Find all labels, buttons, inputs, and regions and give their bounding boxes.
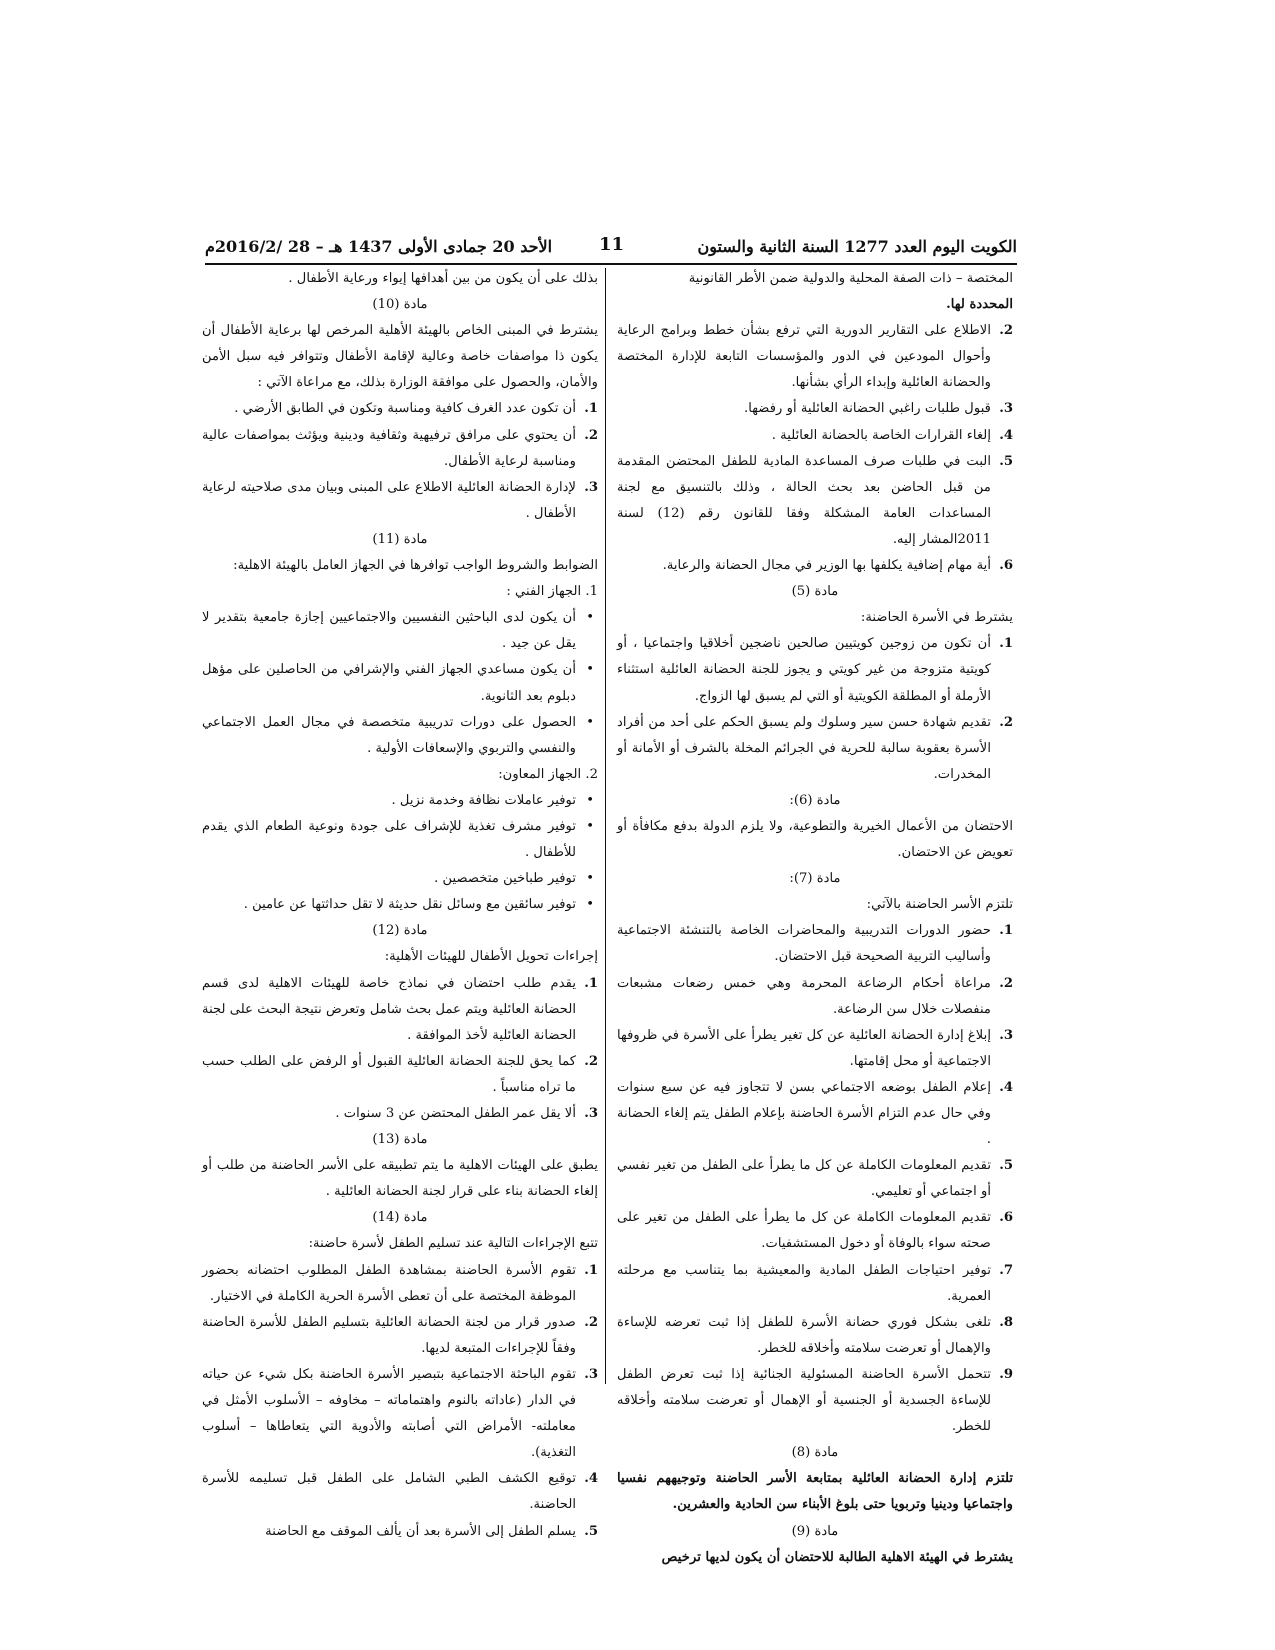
list-item — [617, 1205, 1013, 1257]
item-text: ألا يقل عمر الطفل المحتضن عن 3 سنوات . — [335, 1106, 576, 1121]
list-item — [617, 553, 1013, 579]
article-heading: مادة (8) — [791, 1445, 839, 1461]
item-number: 3. — [999, 401, 1013, 417]
item-number: 4. — [999, 1079, 1013, 1095]
item-text: يسلم الطفل إلى الأسرة بعد أن يألف الموقف مع الحاضنة — [265, 1523, 576, 1539]
item-text: أن تكون من زوجين كويتيين صالحين ناضجين أخلاقيا واجتماعيا ، أو كويتية متزوجة من غير كويتي و يجوز للجنة الحضانة العائلية استثناء الأرملة أو المطلقة الكويتية أو التي لم يسبق لها الزواج. — [617, 636, 991, 704]
article-heading: مادة (11) — [372, 531, 428, 547]
item-text: تقديم شهادة حسن سير وسلوك ولم يسبق الحكم على أحد من أفراد الأسرة بعقوبة سالبة للحرية في الجرائم المخلة بالشرف أو الأمانة أو المخدرات. — [617, 714, 991, 782]
sub-heading: 2. الجهاز المعاون: — [498, 766, 598, 782]
left-column — [202, 266, 598, 1539]
list-item — [202, 396, 598, 422]
list-item — [202, 475, 598, 527]
list-item — [617, 1258, 1013, 1310]
item-number: 5. — [999, 453, 1013, 469]
item-number: 9. — [999, 1366, 1013, 1382]
item-text: مراعاة أحكام الرضاعة المحرمة وهي خمس رضعات مشبعات منفصلات خلال سن الرضاعة. — [617, 975, 991, 1017]
list-item — [202, 423, 598, 475]
article-heading: مادة (10) — [372, 297, 428, 313]
item-text: تقوم الأسرة الحاضنة بمشاهدة الطفل المطلوب احتضانه بحضور الموظفة المختصة على أن تعطى الأسرة الحرية الكاملة في الاختيار. — [202, 1262, 576, 1304]
list-item — [617, 1362, 1013, 1440]
bullet-text: توفير طباخين متخصصين . — [434, 871, 576, 887]
text-line: المحددة لها. — [946, 297, 1013, 313]
bullet-item — [202, 892, 598, 918]
item-number: 5. — [584, 1523, 598, 1539]
list-item — [617, 631, 1013, 709]
bullet-item — [202, 657, 598, 709]
item-number: 4. — [584, 1471, 598, 1487]
item-number: 6. — [999, 558, 1013, 574]
item-number: 2. — [999, 714, 1013, 730]
item-number: 2. — [584, 1053, 598, 1069]
article-intro: تتبع الإجراءات التالية عند تسليم الطفل لأسرة حاضنة: — [308, 1236, 598, 1252]
header-publication-info: الكويت اليوم العدد 1277 السنة الثانية والستون — [697, 237, 1017, 256]
list-item — [202, 971, 598, 1049]
item-number: 6. — [999, 1210, 1013, 1226]
header-rule — [205, 263, 1017, 265]
bullet-icon: • — [586, 610, 594, 626]
article-heading: مادة (13) — [372, 1132, 428, 1148]
list-item — [202, 1049, 598, 1101]
bullet-icon: • — [586, 792, 594, 808]
item-number: 2. — [584, 427, 598, 443]
item-text: إلغاء القرارات الخاصة بالحضانة العائلية . — [771, 427, 991, 443]
item-text: تقديم المعلومات الكاملة عن كل ما يطرأ على الطفل من تغير على صحته سواء بالوفاة أو دخول المستشفيات. — [617, 1210, 991, 1252]
item-text: تقوم الباحثة الاجتماعية بتبصير الأسرة الحاضنة بكل شيء عن حياته في الدار (عاداته بالنوم واهتماماته – مخاوفه – الأسلوب الأمثل في معاملته- الأمراض التي أصابته والأدوية التي يتعاطاها – أسلوب التغذية). — [202, 1366, 576, 1461]
item-text: يقدم طلب احتضان في نماذج خاصة للهيئات الاهلية لدى قسم الحضانة العائلية ويتم عمل بحث شامل وتعرض نتيجة البحث على لجنة الحضانة العائلية لأخذ الموافقة . — [202, 975, 576, 1043]
list-item — [617, 1310, 1013, 1362]
list-item — [617, 918, 1013, 970]
bullet-item — [202, 605, 598, 657]
item-number: 1. — [584, 1262, 598, 1278]
list-item — [617, 423, 1013, 449]
article-intro: الضوابط والشروط الواجب توافرها في الجهاز العامل بالهيئة الاهلية: — [233, 558, 598, 574]
bullet-item — [202, 710, 598, 762]
item-text: تقديم المعلومات الكاملة عن كل ما يطرأ على الطفل من تغير نفسي أو اجتماعي أو تعليمي. — [617, 1158, 991, 1200]
article-intro: تلتزم الأسر الحاضنة بالآتي: — [866, 897, 1013, 913]
item-number: 1. — [999, 636, 1013, 652]
item-number: 3. — [999, 1027, 1013, 1043]
article-heading: مادة (12) — [372, 923, 428, 939]
list-item — [202, 1101, 598, 1127]
item-number: 8. — [999, 1314, 1013, 1330]
item-text: قبول طلبات راغبي الحضانة العائلية أو رفضها. — [744, 401, 991, 417]
item-text: توقيع الكشف الطبي الشامل على الطفل قبل تسليمه للأسرة الحاضنة. — [202, 1471, 576, 1513]
item-text: كما يحق للجنة الحضانة العائلية القبول أو الرفض على الطلب حسب ما تراه مناسباً . — [202, 1053, 576, 1095]
bullet-text: توفير مشرف تغذية للإشراف على جودة ونوعية الطعام الذي يقدم للأطفال . — [202, 818, 576, 861]
bullet-icon: • — [586, 662, 594, 678]
article-heading: مادة (6): — [789, 792, 841, 808]
item-text: أن يحتوي على مرافق ترفيهية وثقافية ودينية ويؤثث بمواصفات عالية ومناسبة لرعاية الأطفال. — [202, 427, 576, 469]
article-text: يطبق على الهيئات الاهلية ما يتم تطبيقه على الأسر الحاضنة من طلب أو إلغاء الحضانة بناء على قرار لجنة الحضانة العائلية . — [202, 1158, 598, 1200]
bullet-item — [202, 788, 598, 814]
item-number: 3. — [584, 1106, 598, 1121]
item-text: لإدارة الحضانة العائلية الاطلاع على المبنى وبيان مدى صلاحيته لرعاية الأطفال . — [202, 479, 576, 521]
article-intro: إجراءات تحويل الأطفال للهيئات الأهلية: — [384, 949, 598, 965]
item-number: 1. — [584, 401, 598, 417]
list-item — [617, 710, 1013, 788]
list-item — [617, 318, 1013, 396]
item-text: تلغى بشكل فوري حضانة الأسرة للطفل إذا ثبت تعرضه للإساءة والإهمال أو تعرضت سلامته وأخلاقه للخطر. — [617, 1314, 991, 1356]
bullet-icon: • — [586, 871, 594, 887]
article-heading: مادة (14) — [372, 1210, 428, 1226]
item-number: 1. — [999, 923, 1013, 939]
text-line: المختصة – ذات الصفة المحلية والدولية ضمن الأطر القانونية — [688, 271, 1013, 286]
item-text: البت في طلبات صرف المساعدة المادية للطفل المحتضن المقدمة من قبل الحاضن بعد بحث الحالة ، وذلك بالتنسيق مع لجنة المساعدات العامة المشكلة وفقا للقانون رقم (12) لسنة 2011المشار إليه. — [617, 453, 992, 547]
bullet-text: أن يكون لدى الباحثين النفسيين والاجتماعيين إجازة جامعية بتقدير لا يقل عن جيد . — [202, 610, 576, 652]
bullet-icon: • — [586, 714, 594, 730]
item-number: 4. — [999, 427, 1013, 443]
item-number: 2. — [584, 1314, 598, 1330]
list-item — [617, 1153, 1013, 1205]
list-item — [202, 1310, 598, 1362]
bullet-item — [202, 814, 598, 866]
article-intro: يشترط في المبنى الخاص بالهيئة الأهلية المرخص لها برعاية الأطفال أن يكون ذا مواصفات خاصة وعالية لإقامة الأطفال وتتوافر فيه سبل الأمن والأمان، والحصول على موافقة الوزارة بذلك، مع مراعاة الآتي : — [202, 323, 598, 391]
item-text: الاطلاع على التقارير الدورية التي ترفع بشأن خطط وبرامج الرعاية وأحوال المودعين في الدور والمؤسسات التابعة للإدارة المختصة والحضانة العائلية وإبداء الرأي بشأنها. — [617, 323, 991, 391]
article-text: الاحتضان من الأعمال الخيرية والتطوعية، ولا يلزم الدولة بدفع مكافأة أو تعويض عن الاحتضان. — [617, 818, 1013, 861]
item-number: 3. — [584, 1366, 598, 1382]
item-number: 3. — [584, 479, 598, 495]
article-text: يشترط في الهيئة الاهلية الطالبة للاحتضان أن يكون لديها ترخيص — [661, 1549, 1013, 1565]
right-column — [617, 266, 1013, 1565]
bullet-item — [202, 866, 598, 892]
bullet-icon: • — [586, 897, 594, 913]
column-divider — [605, 268, 606, 1384]
item-text: حضور الدورات التدريبية والمحاضرات الخاصة بالتنشئة الاجتماعية وأساليب التربية الصحيحة قبل الاحتضان. — [617, 923, 991, 965]
bullet-text: أن يكون مساعدي الجهاز الفني والإشرافي من الحاصلين على مؤهل دبلوم بعد الثانوية. — [202, 662, 576, 704]
page-header — [205, 230, 1017, 264]
item-text: أن تكون عدد الغرف كافية ومناسبة وتكون في الطابق الأرضي . — [234, 401, 576, 417]
article-heading: مادة (7): — [789, 871, 841, 887]
bullet-icon: • — [586, 818, 594, 834]
header-date: الأحد 20 جمادى الأولى 1437 هـ – 28 /2016/2م — [205, 237, 553, 256]
article-intro: يشترط في الأسرة الحاضنة: — [860, 610, 1013, 626]
item-text: توفير احتياجات الطفل المادية والمعيشية بما يتناسب مع مرحلته العمرية. — [617, 1262, 991, 1304]
list-item — [617, 1075, 1013, 1153]
list-item — [617, 396, 1013, 422]
article-text: تلتزم إدارة الحضانة العائلية بمتابعة الأسر الحاضنة وتوجيههم نفسيا واجتماعيا ودينيا وتربويا حتى بلوغ الأبناء سن الحادية والعشرين. — [617, 1471, 1013, 1513]
item-number: 2. — [999, 323, 1013, 339]
item-number: 2. — [999, 975, 1013, 991]
bullet-text: توفير عاملات نظافة وخدمة نزيل . — [391, 792, 576, 808]
bullet-text: الحصول على دورات تدريبية متخصصة في مجال العمل الاجتماعي والنفسي والتربوي والإسعافات الأولية . — [202, 714, 576, 756]
item-text: أية مهام إضافية يكلفها بها الوزير في مجال الحضانة والرعاية. — [662, 558, 991, 574]
item-text: تتحمل الأسرة الحاضنة المسئولية الجنائية إذا ثبت تعرض الطفل للإساءة الجسدية أو الجنسية أو الإهمال أو تعرضت سلامته وأخلاقه للخطر. — [617, 1366, 991, 1435]
list-item — [617, 449, 1013, 553]
sub-heading: 1. الجهاز الفني : — [506, 584, 598, 600]
bullet-text: توفير سائقين مع وسائل نقل حديثة لا تقل حداثتها عن عامين . — [243, 897, 576, 913]
list-item — [202, 1362, 598, 1466]
item-number: 7. — [999, 1262, 1013, 1278]
item-text: إبلاغ إدارة الحضانة العائلية عن كل تغير يطرأ على الأسرة في ظروفها الاجتماعية أو محل إقامتها. — [617, 1027, 991, 1069]
article-heading: مادة (5) — [791, 584, 839, 600]
list-item — [617, 971, 1013, 1023]
item-number: 1. — [584, 975, 598, 991]
item-text: إعلام الطفل بوضعه الاجتماعي بسن لا تتجاوز فيه عن سبع سنوات وفي حال عدم التزام الأسرة الحاضنة بإعلام الطفل يتم إلغاء الحضانة . — [617, 1079, 991, 1148]
item-number: 5. — [999, 1158, 1013, 1174]
article-heading: مادة (9) — [791, 1523, 839, 1539]
item-text: صدور قرار من لجنة الحضانة العائلية بتسليم الطفل للأسرة الحاضنة وفقاً للإجراءات المتبعة لديها. — [202, 1314, 576, 1356]
list-item — [202, 1258, 598, 1310]
text-line: بذلك على أن يكون من بين أهدافها إيواء ورعاية الأطفال . — [288, 271, 598, 286]
header-page-number: 11 — [599, 234, 625, 255]
list-item — [202, 1466, 598, 1518]
list-item — [202, 1519, 598, 1545]
list-item — [617, 1023, 1013, 1075]
